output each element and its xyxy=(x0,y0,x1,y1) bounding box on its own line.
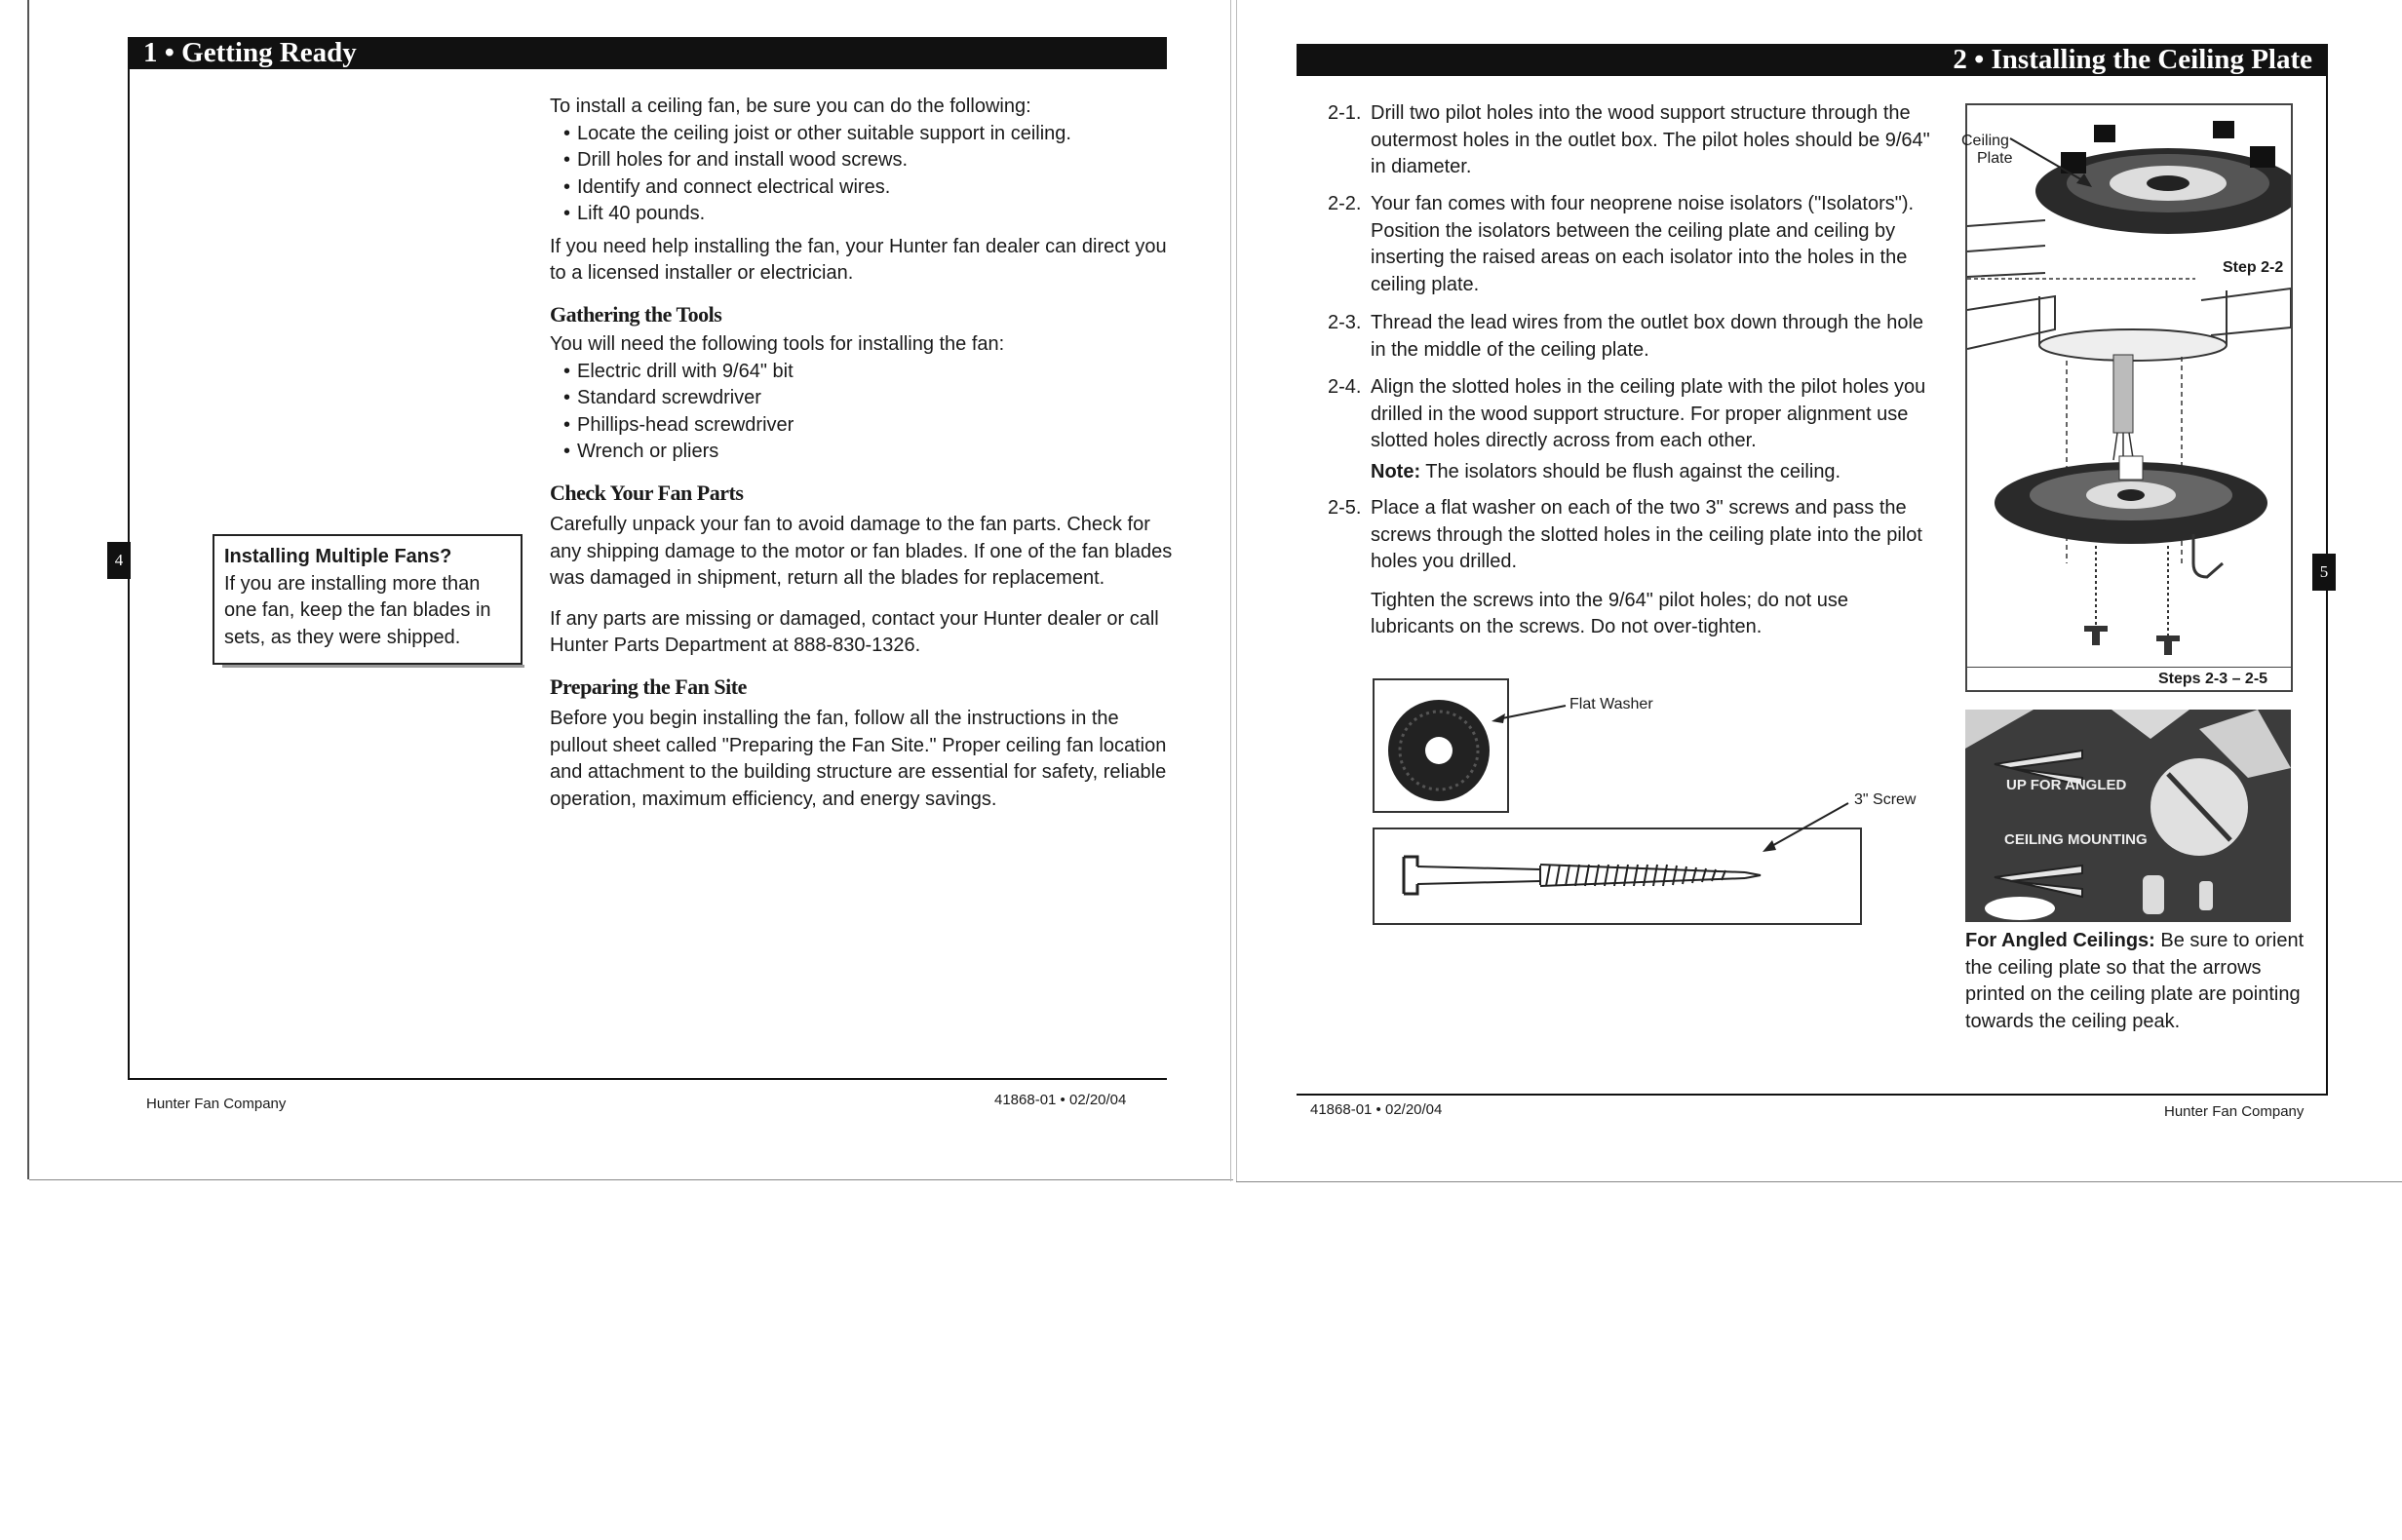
section-header-getting-ready: 1 • Getting Ready xyxy=(128,37,1167,69)
step-text-main: Place a flat washer on each of the two 3" screws and pass the screws through the slotted holes in the ceiling plate into the pilot holes you drilled. xyxy=(1371,497,1922,572)
callout-shadow xyxy=(222,665,524,668)
step-2-5 xyxy=(1328,495,1932,641)
step-2-4 xyxy=(1328,374,1932,485)
page-number-tab-4: 4 xyxy=(107,542,131,579)
left-binding-edge xyxy=(27,0,29,1179)
tools-list xyxy=(563,359,1174,466)
step-2-2-label-text: Step 2-2 xyxy=(2223,259,2284,276)
multiple-fans-callout xyxy=(213,534,523,665)
footer-company-right: Hunter Fan Company xyxy=(2164,1103,2305,1120)
parts-paragraph-2: If any parts are missing or damaged, contact your Hunter dealer or call Hunter Parts Department at 888-830-1326. xyxy=(550,607,1159,656)
footer-docnum-right: 41868-01 • 02/20/04 xyxy=(1310,1101,1443,1118)
step-text: Thread the lead wires from the outlet box down through the hole in the middle of the ceiling plate. xyxy=(1371,312,1924,361)
note-text: The isolators should be flush against the ceiling. xyxy=(1420,460,1841,482)
list-item: • Locate the ceiling joist or other suitable support in ceiling. xyxy=(563,121,1174,148)
callout-title: Installing Multiple Fans? xyxy=(224,546,452,567)
step-text xyxy=(1371,495,1932,641)
step-2-2-label xyxy=(2219,259,2287,277)
right-gutter-edge xyxy=(1236,0,1237,1181)
parts-paragraph-1: Carefully unpack your fan to avoid damage to the fan parts. Check for any shipping damage to the motor or fan blades. If one of the fan blades was damaged in shipment, return all the blades for replacement. xyxy=(550,514,1173,589)
tools-intro: You will need the following tools for installing the fan: xyxy=(550,333,1005,355)
steps-2-3-2-5-label: Steps 2-3 – 2-5 xyxy=(2158,671,2268,687)
tighten-text: Tighten the screws into the 9/64" pilot holes; do not use lubricants on the screws. Do not over-tighten. xyxy=(1371,589,1848,637)
plate-leader-line xyxy=(2008,135,2096,193)
plate-photo-text-2: CEILING MOUNTING xyxy=(2004,831,2148,848)
ceiling-plate-drawing xyxy=(1967,105,2291,690)
diagram-divider-steps xyxy=(1965,667,2293,668)
list-item: • Phillips-head screwdriver xyxy=(563,412,1174,440)
list-item: • Electric drill with 9/64" bit xyxy=(563,359,1174,386)
plate-label: Plate xyxy=(1977,150,2013,167)
step-text: Your fan comes with four neoprene noise isolators ("Isolators"). Position the isolators between the ceiling plate and ceiling by inserting the raised areas on each isolator into the holes in the ceiling plate. xyxy=(1371,193,1915,295)
screw-leader-line xyxy=(1755,799,1852,858)
step-number: 2-1. xyxy=(1328,102,1362,124)
list-item: • Identify and connect electrical wires. xyxy=(563,174,1174,202)
right-page-frame-bottom xyxy=(1297,1094,2328,1096)
parts-heading: Check Your Fan Parts xyxy=(550,480,744,505)
scan-edge-line-left xyxy=(29,1179,1233,1180)
angled-ceilings-caption xyxy=(1965,928,2306,1035)
step-text-main: Align the slotted holes in the ceiling plate with the pilot holes you drilled in the wood support structure. For proper alignment use slotted holes directly across from each other. xyxy=(1371,376,1926,451)
site-paragraph: Before you begin installing the fan, follow all the instructions in the pullout sheet called "Preparing the Fan Site." Proper ceiling fan location and attachment to the building structure are essential for safety, reliable operation, maximum efficiency, and energy savings. xyxy=(550,708,1167,810)
list-item: • Standard screwdriver xyxy=(563,385,1174,412)
tools-heading: Gathering the Tools xyxy=(550,301,722,327)
step-2-1 xyxy=(1328,100,1932,181)
getting-ready-body xyxy=(550,94,1174,813)
intro-text: To install a ceiling fan, be sure you can do the following: xyxy=(550,96,1031,117)
step-number: 2-4. xyxy=(1328,376,1362,398)
left-gutter-edge xyxy=(1230,0,1231,1181)
flat-washer-label: Flat Washer xyxy=(1569,696,1653,712)
step-2-3 xyxy=(1328,310,1932,364)
step-text: Drill two pilot holes into the wood support structure through the outermost holes in the outlet box. The pilot holes should be 9/64" in diameter. xyxy=(1371,102,1930,177)
list-item: • Drill holes for and install wood screws. xyxy=(563,147,1174,174)
washer-leader-line xyxy=(1492,694,1569,733)
step-2-2 xyxy=(1328,191,1932,298)
scan-edge-line-right xyxy=(1236,1181,2402,1182)
washer-drawing xyxy=(1375,680,1507,811)
list-item: • Wrench or pliers xyxy=(563,439,1174,466)
page-number-tab-5: 5 xyxy=(2312,554,2336,591)
plate-photo-drawing xyxy=(1965,710,2291,922)
note-label: Note: xyxy=(1371,460,1421,482)
left-page-frame-bottom xyxy=(128,1078,1167,1080)
angled-text: Be sure to orient the ceiling plate so that the arrows printed on the ceiling plate are pointing towards the ceiling peak. xyxy=(1965,930,2305,1032)
plate-photo-text-1: UP FOR ANGLED xyxy=(2006,777,2127,793)
angled-label: For Angled Ceilings: xyxy=(1965,930,2155,951)
list-item: • Lift 40 pounds. xyxy=(563,201,1174,228)
footer-company-left: Hunter Fan Company xyxy=(146,1096,287,1112)
step-note xyxy=(1371,459,1932,486)
callout-text: If you are installing more than one fan, keep the fan blades in sets, as they were shipped. xyxy=(224,572,491,648)
section-header-ceiling-plate: 2 • Installing the Ceiling Plate xyxy=(1297,44,2328,76)
step-number: 2-2. xyxy=(1328,193,1362,214)
screw-label: 3" Screw xyxy=(1854,791,1917,808)
help-text: If you need help installing the fan, your Hunter fan dealer can direct you to a licensed installer or electrician. xyxy=(550,235,1167,284)
ceiling-label: Ceiling xyxy=(1961,133,2009,149)
footer-docnum-left: 41868-01 • 02/20/04 xyxy=(994,1092,1127,1108)
requirements-list xyxy=(563,121,1174,228)
site-heading: Preparing the Fan Site xyxy=(550,674,747,699)
step-text xyxy=(1371,374,1932,485)
flat-washer-illustration xyxy=(1373,678,1509,813)
angled-ceiling-photo xyxy=(1965,710,2291,922)
step-number: 2-5. xyxy=(1328,497,1362,519)
step-number: 2-3. xyxy=(1328,312,1362,333)
